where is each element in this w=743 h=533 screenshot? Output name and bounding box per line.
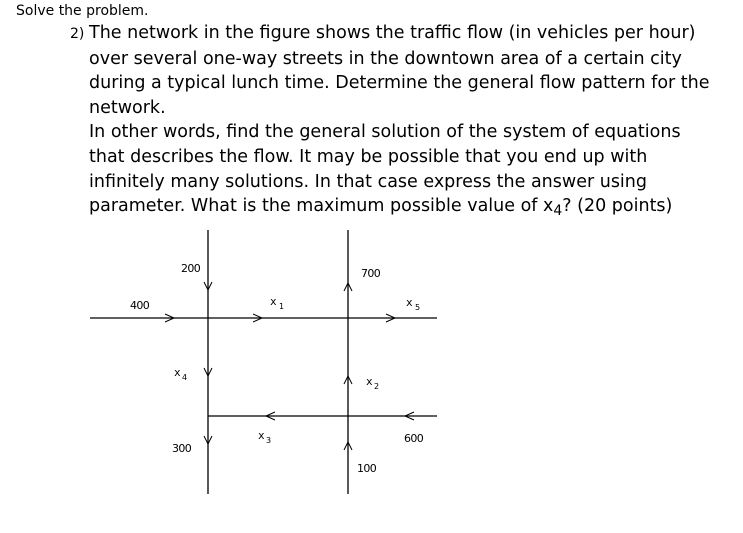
variable-x2: x [366,375,373,388]
problem-text-line-7: infinitely many solutions. In that case express the answer using [89,171,647,192]
variable-x3-subscript: 3 [266,436,271,445]
problem-text-line-4: network. [89,97,166,118]
variable-x1: x [270,295,277,308]
variable-x2-subscript: 2 [374,382,379,391]
variable-x5: x [406,296,413,309]
problem-number: 2) [70,26,85,42]
problem-text-line-2: over several one-way streets in the downtown area of a certain city [89,48,682,69]
problem-text-line-8b: ? (20 points) [562,196,673,217]
flow-label-700: 700 [361,267,381,280]
variable-x4-subscript: 4 [182,373,187,382]
flow-label-100: 100 [357,462,377,475]
flow-label-300: 300 [172,442,192,455]
problem-text-line-8a: parameter. What is the maximum possible value of x [89,196,554,217]
problem-text-line-1: The network in the figure shows the traffic flow (in vehicles per hour) [89,23,696,43]
variable-x4: x [174,366,181,379]
variable-x5-subscript: 5 [415,303,420,312]
header-instruction: Solve the problem. [16,3,149,19]
problem-subscript-4: 4 [553,203,563,220]
problem-text-line-6: that describes the flow. It may be possible that you end up with [89,146,648,167]
problem-text-line-3: during a typical lunch time. Determine the general flow pattern for the [89,73,710,94]
flow-label-400: 400 [130,299,150,312]
flow-label-600: 600 [404,432,424,445]
flow-label-200: 200 [181,262,201,275]
variable-x1-subscript: 1 [279,302,284,311]
variable-x3: x [258,429,265,442]
problem-text-line-5: In other words, find the general solution of the system of equations [89,122,681,143]
